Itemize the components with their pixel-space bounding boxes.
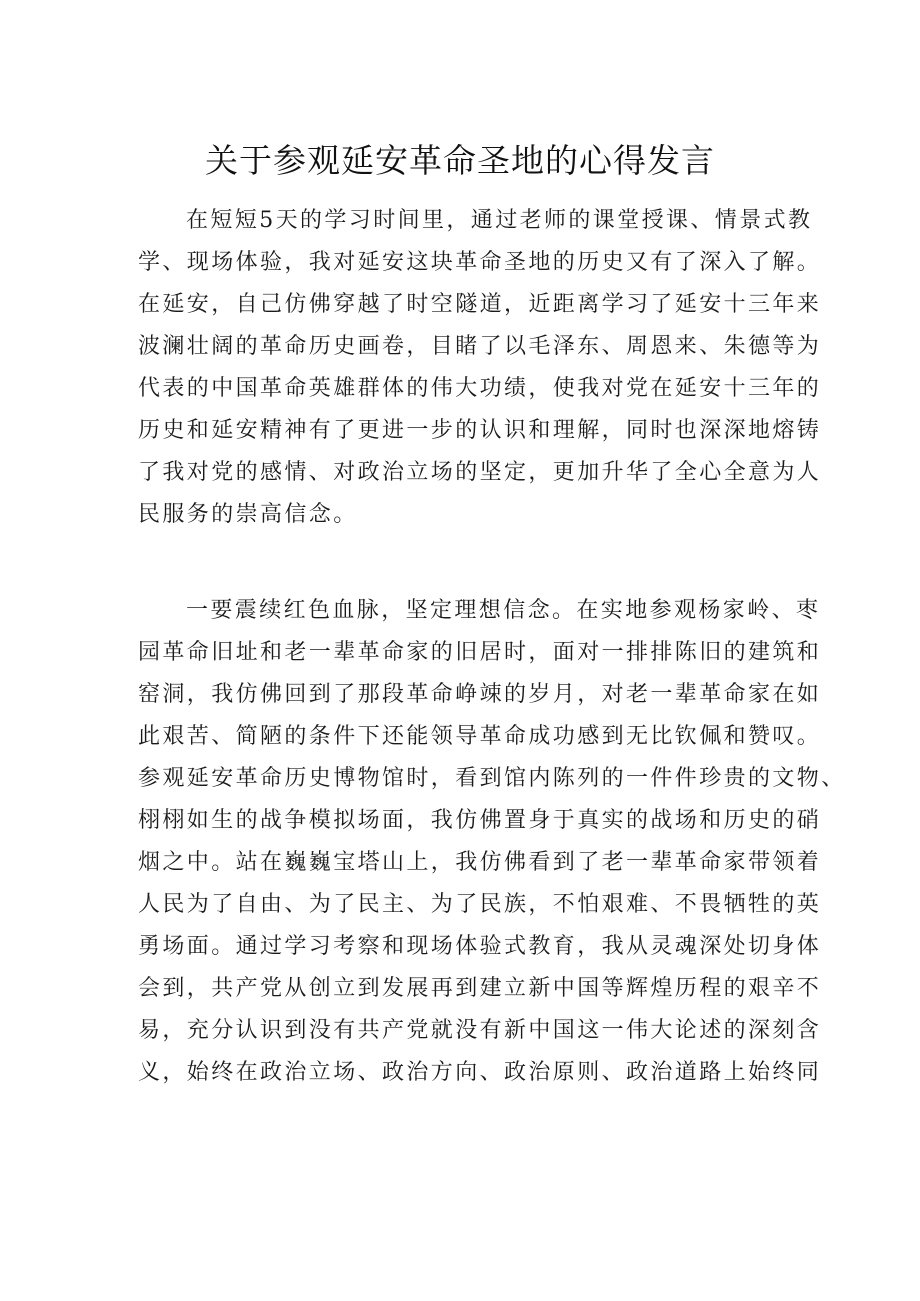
text-line: 人民为了自由、为了民主、为了民族，不怕艰难、不畏牺牲的英 bbox=[138, 892, 822, 917]
text-line: 会到，共产党从创立到发展再到建立新中国等辉煌历程的艰辛不 bbox=[138, 976, 822, 1001]
text-line: 参观延安革命历史博物馆时，看到馆内陈列的一件件珍贵的文物、 bbox=[138, 766, 846, 791]
text-line: 易，充分认识到没有共产党就没有新中国这一伟大论述的深刻含 bbox=[138, 1018, 822, 1043]
text-line: 在短短5天的学习时间里，通过老师的课堂授课、情景式教 bbox=[186, 208, 813, 233]
text-line: 在延安，自己仿佛穿越了时空隧道，近距离学习了延安十三年来 bbox=[138, 292, 822, 317]
text-line: 园革命旧址和老一辈革命家的旧居时，面对一排排陈旧的建筑和 bbox=[138, 640, 822, 665]
text-line: 此艰苦、简陋的条件下还能领导革命成功感到无比钦佩和赞叹。 bbox=[138, 724, 822, 749]
paragraph-1 bbox=[138, 200, 822, 536]
text-line: 义，始终在政治立场、政治方向、政治原则、政治道路上始终同 bbox=[138, 1060, 822, 1085]
text-line: 民服务的崇高信念。 bbox=[138, 502, 358, 527]
text-line: 烟之中。站在巍巍宝塔山上，我仿佛看到了老一辈革命家带领着 bbox=[138, 850, 822, 875]
text-line: 历史和延安精神有了更进一步的认识和理解，同时也深深地熔铸 bbox=[138, 418, 822, 443]
paragraph-2 bbox=[138, 590, 846, 1094]
text-line: 窑洞，我仿佛回到了那段革命峥竦的岁月，对老一辈革命家在如 bbox=[138, 682, 822, 707]
text-line: 代表的中国革命英雄群体的伟大功绩，使我对党在延安十三年的 bbox=[138, 376, 822, 401]
text-line: 学、现场体验，我对延安这块革命圣地的历史又有了深入了解。 bbox=[138, 250, 822, 275]
document-title: 关于参观延安革命圣地的心得发言 bbox=[205, 141, 715, 180]
text-line: 波澜壮阔的革命历史画卷，目睹了以毛泽东、周恩来、朱德等为 bbox=[138, 334, 822, 359]
text-line: 勇场面。通过学习考察和现场体验式教育，我从灵魂深处切身体 bbox=[138, 934, 822, 959]
text-line: 栩栩如生的战争模拟场面，我仿佛置身于真实的战场和历史的硝 bbox=[138, 808, 822, 833]
text-line: 一要震续红色血脉，坚定理想信念。在实地参观杨家岭、枣 bbox=[186, 598, 821, 623]
text-line: 了我对党的感情、对政治立场的坚定，更加升华了全心全意为人 bbox=[138, 460, 822, 485]
